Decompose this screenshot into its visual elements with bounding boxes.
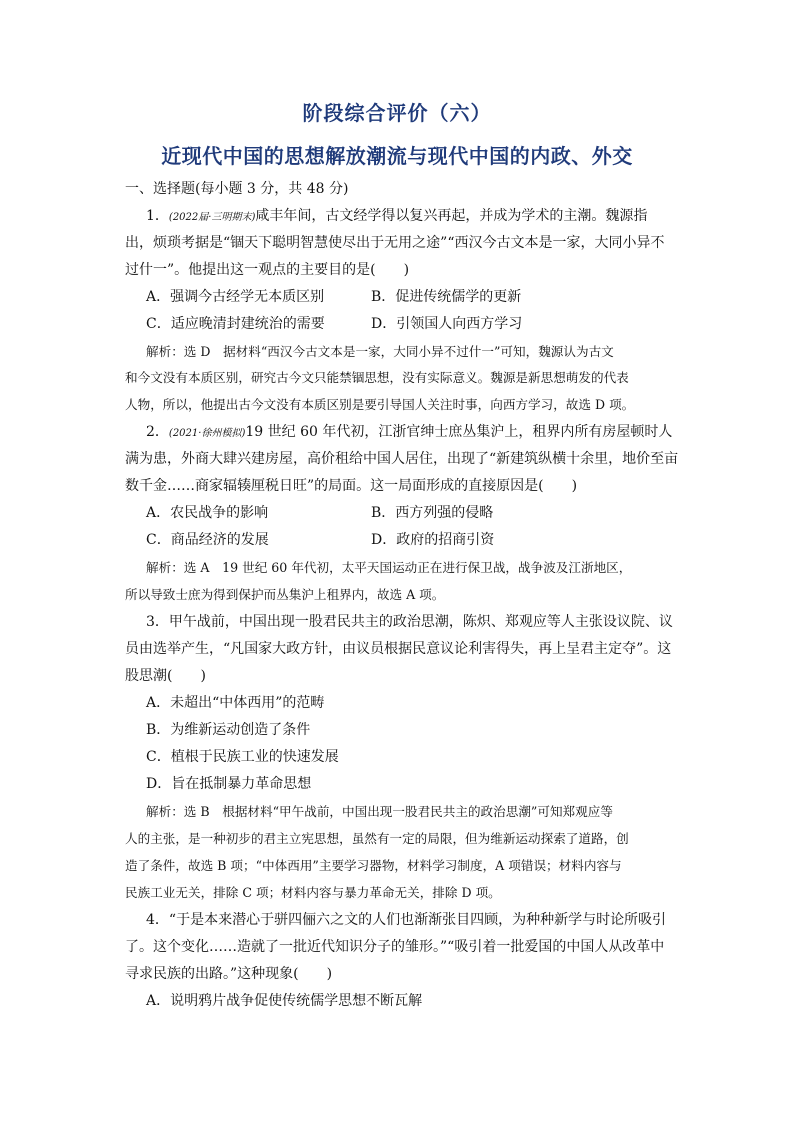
option-a: A．说明鸦片战争促使传统儒学思想不断瓦解 (146, 993, 423, 1009)
option-b: B．为维新运动创造了条件 (146, 722, 311, 738)
question-2-line: 满为患，外商大肆兴建房屋，高价租给中国人居住，出现了“新建筑纵横十余里，地价至亩 (125, 451, 679, 467)
analysis-2-line: 所以导致士庶为得到保护而丛集沪上租界内，故选 A 项。 (125, 587, 445, 602)
option-d: D．引领国人向西方学习 (371, 316, 523, 332)
analysis-3-line: 人的主张，是一种初步的君主立宪思想，虽然有一定的局限，但为维新运动探索了道路，创 (125, 831, 629, 846)
question-3-line: 股思潮( ) (125, 668, 206, 684)
question-1-line: 过什一”。他提出这一观点的主要目的是( ) (125, 262, 410, 278)
page-title: 阶段综合评价（六） (302, 101, 492, 125)
option-a: A．未超出“中体西用”的范畴 (146, 695, 325, 711)
option-a: A．强调今古经学无本质区别 (146, 289, 325, 305)
question-4-line: 了。这个变化……造就了一批近代知识分子的雏形。”“吸引着一批爱国的中国人从改革中 (125, 939, 665, 955)
question-2-line (146, 421, 681, 445)
analysis-3-line: 民族工业无关，排除 C 项；材料内容与暴力革命无关，排除 D 项。 (125, 885, 501, 900)
option-d: D．政府的招商引资 (371, 532, 495, 548)
question-text: 咸丰年间，古文经学得以复兴再起，并成为学术的主潮。魏源指 (255, 208, 648, 224)
analysis-1-line: 和今文没有本质区别，研究古今文只能禁锢思想，没有实际意义。魏源是新思想萌发的代表 (125, 370, 629, 385)
option-b: B．促进传统儒学的更新 (371, 289, 522, 305)
question-number: 1． (146, 208, 169, 224)
section-heading: 一、选择题(每小题 3 分，共 48 分) (125, 181, 349, 197)
analysis-2-line: 解析：选 A 19 世纪 60 年代初，太平天国运动正在进行保卫战，战争波及江浙地区， (146, 560, 632, 575)
question-1-line (146, 205, 681, 229)
question-2-line: 数千金……商家辐辏厘税日旺”的局面。这一局面形成的直接原因是( ) (125, 478, 578, 494)
option-c: C．植根于民族工业的快速发展 (146, 749, 339, 765)
question-number: 2． (146, 424, 169, 440)
option-b: B．西方列强的侵略 (371, 505, 494, 521)
question-source: (2021·徐州模拟) (168, 428, 246, 439)
analysis-3-line: 解析：选 B 根据材料“甲午战前，中国出现一股君民共主的政治思潮”可知郑观应等 (146, 804, 613, 819)
analysis-1-line: 人物，所以，他提出古今文没有本质区别是要引导国人关注时事，向西方学习，故选 D 项。 (125, 397, 635, 412)
page-subtitle: 近现代中国的思想解放潮流与现代中国的内政、外交 (161, 144, 633, 168)
question-3-line: 员由选举产生，“凡国家大政方针，由议员根据民意议论利害得失，再上呈君主定夺”。这 (125, 641, 672, 657)
question-3-line: 3．甲午战前，中国出现一股君民共主的政治思潮，陈炽、郑观应等人主张设议院、议 (146, 614, 673, 630)
question-text: 19 世纪 60 年代初，江浙官绅士庶丛集沪上，租界内所有房屋顿时人 (245, 424, 673, 440)
analysis-3-line: 造了条件，故选 B 项；“中体西用”主要学习器物，材料学习制度，A 项错误；材料内容与 (125, 858, 622, 873)
option-a: A．农民战争的影响 (146, 505, 269, 521)
question-4-line: 寻求民族的出路。”这种现象( ) (125, 966, 333, 982)
option-c: C．适应晚清封建统治的需要 (146, 316, 325, 332)
question-4-line: 4．“于是本来潜心于骈四俪六之文的人们也渐渐张目四顾，为种种新学与时论所吸引 (146, 912, 667, 928)
question-source: (2022届·三明期末) (168, 212, 256, 223)
question-1-line: 出，烦琐考据是“锢天下聪明智慧使尽出于无用之途”“西汉今古文本是一家，大同小异不 (125, 235, 665, 251)
analysis-1-line: 解析：选 D 据材料“西汉今古文本是一家，大同小异不过什一”可知，魏源认为古文 (146, 344, 614, 359)
option-d: D．旨在抵制暴力革命思想 (146, 776, 312, 792)
option-c: C．商品经济的发展 (146, 532, 269, 548)
